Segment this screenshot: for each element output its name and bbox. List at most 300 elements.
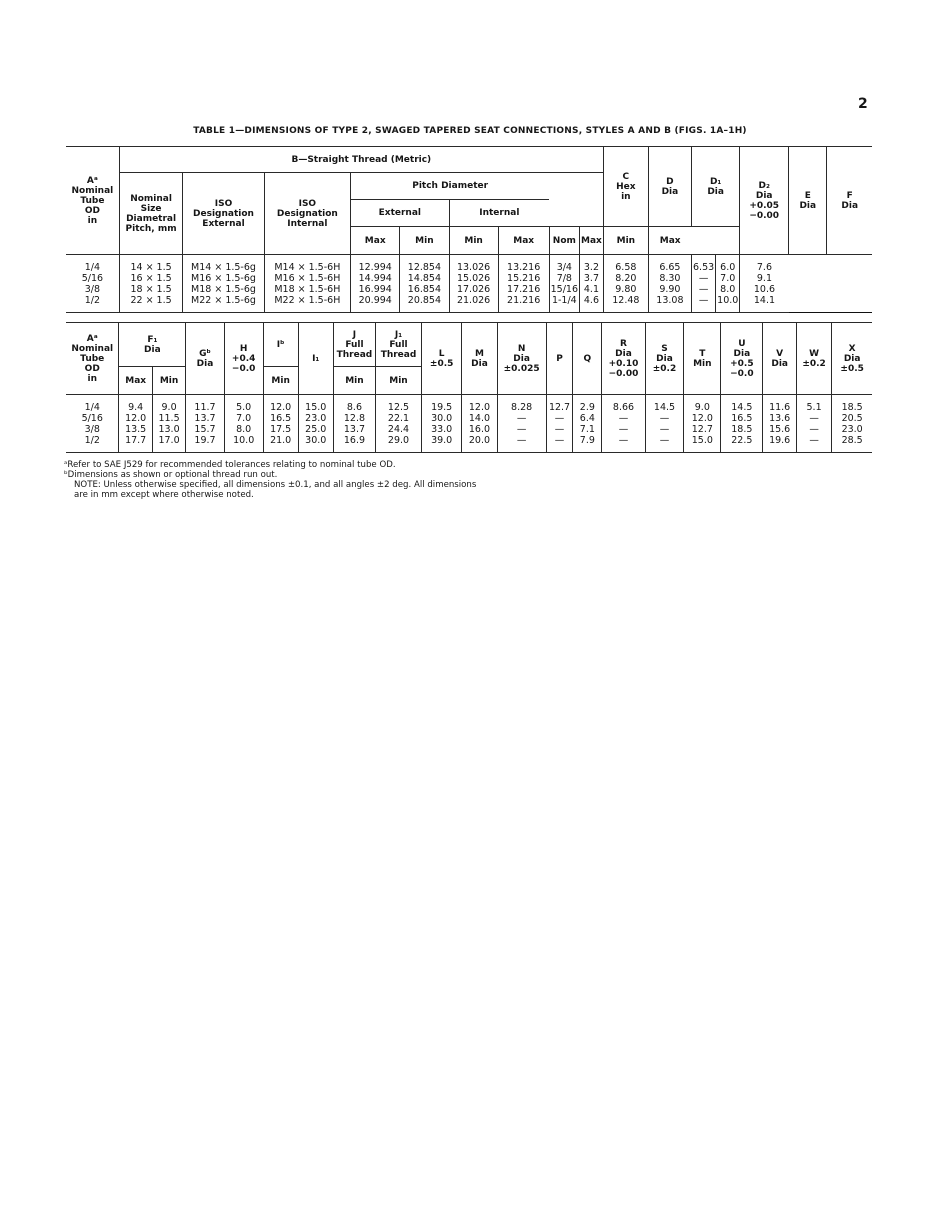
- col-r-line: 8.66: [612, 401, 635, 413]
- col-p: [546, 395, 573, 453]
- header-i-min: Min: [263, 367, 298, 395]
- col-nominal-tube-od-line: 1/4: [84, 261, 101, 273]
- col-i1: [298, 395, 333, 453]
- col-ext-max-line: 16.994: [358, 283, 392, 295]
- header-r-line: +0.10: [608, 358, 639, 369]
- col-e-dia-line: 6.0: [720, 261, 736, 273]
- col-g-dia-line: 11.7: [194, 401, 216, 413]
- col-f1-min-line: 9.0: [161, 401, 177, 413]
- col-int-max: [498, 255, 549, 313]
- col-s-line: —: [659, 423, 670, 435]
- header-j: [333, 323, 375, 367]
- header-w: [796, 323, 831, 395]
- header-nominal-tube-od-line: OD: [84, 205, 100, 216]
- col-c-hex-line: 7/8: [556, 272, 572, 284]
- col-int-min-line: 13.026: [456, 261, 491, 273]
- header-d1-dia-line: Dia: [707, 186, 724, 197]
- header-iso-internal-line: ISO: [298, 198, 317, 209]
- header-r-line: R: [620, 338, 627, 349]
- header-nominal-size-line: Size: [140, 203, 162, 214]
- col-d-max-line: 3.7: [583, 272, 599, 284]
- col-d2-line: —: [698, 283, 709, 295]
- col-m-line: 16.0: [468, 423, 491, 435]
- header-c-nom: Nom: [549, 227, 579, 255]
- col-nominal-size-line: 16 × 1.5: [130, 272, 172, 284]
- header-lower-nominal-tube-od-line: Tube: [80, 353, 105, 364]
- col-f1-min-line: 17.0: [158, 434, 180, 446]
- header-l-line: ±0.5: [429, 358, 454, 369]
- header-c-hex-line: in: [621, 191, 631, 202]
- col-x-line: 23.0: [841, 423, 863, 435]
- col-m-line: 14.0: [468, 412, 491, 424]
- col-j-min-line: 16.9: [343, 434, 366, 446]
- col-ext-min-line: 12.854: [407, 261, 442, 273]
- col-i1-line: 30.0: [305, 434, 327, 446]
- col-nominal-size-line: 22 × 1.5: [130, 294, 172, 306]
- col-i-min-line: 12.0: [270, 401, 292, 413]
- col-v: [763, 395, 796, 453]
- col-j1-min-line: 29.0: [387, 434, 410, 446]
- col-h-line: 7.0: [236, 412, 252, 424]
- header-p: P: [546, 323, 573, 395]
- header-e-dia-line: Dia: [799, 200, 817, 211]
- header-j-line: J: [352, 329, 357, 340]
- col-j1-min-line: 22.1: [387, 412, 410, 424]
- col-q-line: 2.9: [579, 401, 595, 413]
- col-l-line: 19.5: [431, 401, 453, 413]
- header-i1: I₁: [298, 323, 333, 395]
- col-i-min-line: 17.5: [270, 423, 292, 435]
- header-s-line: S: [661, 343, 668, 354]
- col-x-line: 18.5: [841, 401, 863, 413]
- header-f1-min: Min: [152, 367, 185, 395]
- col-i-min-line: 16.5: [270, 412, 292, 424]
- col-iso-external-line: M18 × 1.5-6g: [191, 283, 256, 295]
- header-lower-nominal-tube-od-line: OD: [84, 363, 100, 374]
- header-iso-internal-line: Designation: [276, 208, 338, 219]
- header-f1-dia-line: F₁: [147, 334, 158, 345]
- header-pitch-diameter: Pitch Diameter: [351, 173, 550, 200]
- col-lower-nominal-tube-od-line: 5/16: [81, 412, 103, 424]
- col-d-max: [580, 255, 604, 313]
- col-nominal-size-line: 18 × 1.5: [130, 283, 172, 295]
- header-h-line: +0.4: [231, 353, 256, 364]
- footnotes: [64, 460, 484, 500]
- col-n-line: 8.28: [511, 401, 533, 413]
- col-ext-min: [400, 255, 449, 313]
- header-nominal-tube-od-line: Tube: [80, 195, 105, 206]
- col-w-line: —: [809, 423, 819, 435]
- header-h-line: −0.0: [231, 363, 256, 374]
- header-d2-dia-line: −0.00: [749, 210, 780, 221]
- footnote-a: ᵃRefer to SAE J529 for recommended tolerances relating to nominal tube OD.: [64, 460, 396, 470]
- header-j1: [376, 323, 422, 367]
- header-ext-min: Min: [400, 227, 449, 255]
- col-u-line: 16.5: [731, 412, 753, 424]
- col-lower-nominal-tube-od: [66, 395, 119, 453]
- col-i1-line: 25.0: [305, 423, 327, 435]
- col-iso-external-line: M16 × 1.5-6g: [191, 272, 256, 284]
- col-nominal-tube-od-line: 5/16: [81, 272, 104, 284]
- header-d2-dia-line: +0.05: [749, 200, 780, 211]
- header-c-hex: [603, 147, 648, 227]
- header-j-line: Full: [345, 339, 364, 350]
- col-u: [721, 395, 763, 453]
- col-ext-max: [351, 255, 400, 313]
- header-external: External: [351, 200, 449, 227]
- col-h-line: 10.0: [233, 434, 255, 446]
- col-j-min-line: 8.6: [346, 401, 362, 413]
- col-nominal-tube-od-line: 1/2: [84, 294, 101, 306]
- header-n-line: N: [517, 343, 526, 354]
- col-d1-min-line: 12.48: [612, 294, 640, 306]
- col-w-line: 5.1: [806, 401, 822, 413]
- header-lower-nominal-tube-od: [66, 323, 119, 395]
- col-ext-max-line: 12.994: [358, 261, 392, 273]
- col-iso-external: [183, 255, 264, 313]
- col-d1-min-line: 6.58: [615, 261, 637, 273]
- col-d-max-line: 4.1: [583, 283, 599, 295]
- col-f1-max-line: 13.5: [125, 423, 147, 435]
- header-x-line: Dia: [843, 353, 861, 364]
- col-i-min-line: 21.0: [270, 434, 292, 446]
- col-j-min-line: 13.7: [343, 423, 366, 435]
- page-number: 2: [858, 96, 868, 112]
- col-g-dia: [186, 395, 225, 453]
- header-e-dia: [789, 147, 827, 255]
- col-d1-max-line: 13.08: [656, 294, 684, 306]
- col-x: [832, 395, 872, 453]
- col-h-line: 8.0: [236, 423, 252, 435]
- col-iso-internal-line: M14 × 1.5-6H: [274, 261, 341, 273]
- header-c-hex-line: Hex: [616, 181, 636, 192]
- col-int-max-line: 15.216: [507, 272, 541, 284]
- col-n-line: —: [516, 434, 527, 446]
- header-f1-dia: [119, 323, 186, 367]
- col-d1-max: [648, 255, 691, 313]
- col-iso-internal-line: M18 × 1.5-6H: [274, 283, 341, 295]
- header-g-dia-line: Dia: [196, 358, 214, 369]
- col-s-line: —: [659, 412, 670, 424]
- header-int-min: Min: [449, 227, 498, 255]
- col-d2-line: —: [698, 272, 709, 284]
- col-ext-min-line: 14.854: [407, 272, 442, 284]
- col-d1-max-line: 6.65: [659, 261, 681, 273]
- header-int-max: Max: [498, 227, 549, 255]
- col-g-dia-line: 19.7: [194, 434, 216, 446]
- col-f-dia-line: 10.6: [753, 283, 776, 295]
- col-f1-min-line: 11.5: [158, 412, 180, 424]
- header-d2-dia-line: D₂: [758, 180, 770, 191]
- header-t-line: T: [699, 348, 706, 359]
- header-d1-dia: [692, 147, 740, 227]
- header-j1-min: Min: [376, 367, 422, 395]
- header-nominal-tube-od-line: in: [87, 215, 98, 226]
- header-nominal-size-line: Pitch, mm: [125, 223, 177, 234]
- header-v-line: V: [776, 348, 784, 359]
- header-iso-external-line: ISO: [214, 198, 233, 209]
- header-ext-max: Max: [351, 227, 400, 255]
- col-t: [684, 395, 721, 453]
- col-v-line: 13.6: [769, 412, 791, 424]
- header-j1-line: Full: [389, 339, 408, 350]
- col-f-dia-line: 9.1: [756, 272, 772, 284]
- col-f1-min-line: 13.0: [158, 423, 180, 435]
- header-r-line: Dia: [615, 348, 632, 359]
- col-e-dia-line: 10.0: [717, 294, 739, 306]
- header-lower-nominal-tube-od-line: Nominal: [71, 343, 114, 354]
- col-iso-internal-line: M16 × 1.5-6H: [274, 272, 341, 284]
- col-int-min-line: 15.026: [456, 272, 491, 284]
- col-iso-internal-line: M22 × 1.5-6H: [274, 294, 341, 306]
- header-n-line: ±0.025: [503, 363, 540, 374]
- col-m-line: 12.0: [468, 401, 491, 413]
- col-f1-max-line: 12.0: [125, 412, 147, 424]
- header-j1-line: J₁: [394, 329, 403, 340]
- header-nominal-tube-od-line: Aᵃ: [86, 175, 98, 186]
- col-d1-min: [603, 255, 648, 313]
- col-ext-max-line: 14.994: [358, 272, 392, 284]
- col-d-max-line: 3.2: [583, 261, 599, 273]
- header-m: [462, 323, 497, 395]
- col-x-line: 28.5: [841, 434, 863, 446]
- col-u-line: 22.5: [731, 434, 753, 446]
- col-p-line: 12.7: [548, 401, 571, 413]
- col-q-line: 7.9: [579, 434, 595, 446]
- col-ext-min-line: 20.854: [407, 294, 442, 306]
- col-q-line: 6.4: [579, 412, 595, 424]
- col-nominal-tube-od: [66, 255, 119, 313]
- col-int-min-line: 21.026: [456, 294, 491, 306]
- col-h-line: 5.0: [236, 401, 252, 413]
- header-nominal-size-line: Nominal: [130, 193, 172, 204]
- header-internal: Internal: [449, 200, 549, 227]
- col-r: [602, 395, 645, 453]
- col-h: [224, 395, 263, 453]
- header-iso-external: [183, 173, 264, 255]
- header-f-dia: [827, 147, 872, 255]
- col-u-line: 18.5: [731, 423, 753, 435]
- header-f1-dia-line: Dia: [144, 344, 161, 355]
- header-lower-nominal-tube-od-line: Aᵃ: [86, 333, 98, 344]
- header-d-dia-line: D: [666, 176, 674, 187]
- col-v-line: 11.6: [769, 401, 791, 413]
- col-p-line: —: [554, 423, 565, 435]
- header-d2-dia-line: Dia: [755, 190, 773, 201]
- col-s-line: —: [659, 434, 670, 446]
- header-e-dia-line: E: [804, 190, 811, 201]
- col-j1-min-line: 12.5: [387, 401, 410, 413]
- col-i1-line: 23.0: [305, 412, 327, 424]
- header-f-dia-line: F: [846, 190, 853, 201]
- col-w: [796, 395, 831, 453]
- header-m-line: M: [474, 348, 484, 359]
- header-w-line: W: [809, 348, 820, 359]
- col-v-line: 15.6: [769, 423, 791, 435]
- header-j-line: Thread: [336, 349, 373, 360]
- lower-dimensions-table: [66, 322, 872, 453]
- col-w-line: —: [809, 434, 819, 446]
- col-w-line: —: [809, 412, 819, 424]
- col-l: [421, 395, 462, 453]
- header-q: Q: [573, 323, 602, 395]
- header-r: [602, 323, 645, 395]
- col-int-max-line: 13.216: [507, 261, 541, 273]
- header-s-line: ±0.2: [652, 363, 677, 374]
- col-q: [573, 395, 602, 453]
- header-h-line: H: [239, 343, 248, 354]
- col-p-line: —: [554, 434, 565, 446]
- col-d-max-line: 4.6: [583, 294, 599, 306]
- col-j1-min-line: 24.4: [387, 423, 410, 435]
- col-n-line: —: [516, 423, 527, 435]
- header-nominal-tube-od-line: Nominal: [71, 185, 114, 196]
- col-nominal-tube-od-line: 3/8: [84, 283, 101, 295]
- col-f-dia-line: 7.6: [756, 261, 772, 273]
- col-g-dia-line: 13.7: [194, 412, 216, 424]
- header-d1-dia-line: D₁: [709, 176, 722, 187]
- col-lower-nominal-tube-od-line: 3/8: [84, 423, 100, 435]
- footnote-note: NOTE: Unless otherwise specified, all dimensions ±0.1, and all angles ±2 deg. All dimensions are in mm except where otherwise noted.: [74, 480, 477, 500]
- header-h: [224, 323, 263, 395]
- header-d-dia: [648, 147, 691, 227]
- col-f1-max-line: 9.4: [128, 401, 144, 413]
- col-i-min: [263, 395, 298, 453]
- col-e-dia-line: 7.0: [720, 272, 736, 284]
- table-title: TABLE 1—DIMENSIONS OF TYPE 2, SWAGED TAPERED SEAT CONNECTIONS, STYLES A AND B (FIGS. 1A–1H): [193, 126, 747, 136]
- header-r-line: −0.00: [608, 368, 639, 379]
- col-c-hex-line: 15/16: [550, 283, 579, 295]
- col-p-line: —: [554, 412, 565, 424]
- header-x: [832, 323, 872, 395]
- col-f1-min: [152, 395, 185, 453]
- col-d2-line: 6.53: [693, 261, 715, 273]
- header-lower-nominal-tube-od-line: in: [87, 373, 97, 384]
- col-e-dia-line: 8.0: [720, 283, 736, 295]
- col-d1-min-line: 9.80: [615, 283, 637, 295]
- header-t-line: Min: [693, 358, 712, 369]
- header-iso-internal-line: Internal: [287, 218, 328, 229]
- col-f1-max-line: 17.7: [125, 434, 147, 446]
- col-l-line: 39.0: [431, 434, 453, 446]
- col-j-min-line: 12.8: [343, 412, 366, 424]
- col-iso-external-line: M14 × 1.5-6g: [191, 261, 256, 273]
- col-t-line: 12.0: [691, 412, 713, 424]
- col-nominal-size: [119, 255, 183, 313]
- header-f-dia-line: Dia: [841, 200, 859, 211]
- col-int-max-line: 21.216: [507, 294, 541, 306]
- col-nominal-size-line: 14 × 1.5: [130, 261, 172, 273]
- col-int-min-line: 17.026: [456, 283, 491, 295]
- header-u-line: U: [738, 338, 746, 349]
- header-n-line: Dia: [513, 353, 530, 364]
- header-v: [763, 323, 796, 395]
- col-ext-min-line: 16.854: [407, 283, 442, 295]
- col-int-min: [449, 255, 498, 313]
- header-j1-line: Thread: [380, 349, 417, 360]
- col-e-dia: [716, 255, 740, 313]
- col-l-line: 33.0: [431, 423, 453, 435]
- header-u-line: Dia: [733, 348, 751, 359]
- header-f1-max: Max: [119, 367, 152, 395]
- col-s-line: 14.5: [653, 401, 676, 413]
- col-d1-max-line: 8.30: [659, 272, 681, 284]
- col-lower-nominal-tube-od-line: 1/2: [84, 434, 100, 446]
- header-g-dia-line: Gᵇ: [199, 348, 211, 359]
- col-d2: [692, 255, 716, 313]
- header-nominal-size-line: Diametral: [126, 213, 177, 224]
- col-j-min: [333, 395, 375, 453]
- header-u-line: +0.5: [730, 358, 754, 369]
- col-lower-nominal-tube-od-line: 1/4: [84, 401, 100, 413]
- col-f-dia-line: 14.1: [753, 294, 776, 306]
- header-m-line: Dia: [471, 358, 488, 369]
- header-iso-external-line: External: [202, 218, 245, 229]
- col-d2-line: —: [698, 294, 709, 306]
- header-s-line: Dia: [656, 353, 673, 364]
- header-l: [421, 323, 462, 395]
- col-q-line: 7.1: [579, 423, 595, 435]
- upper-dimensions-table: [66, 146, 872, 313]
- header-nominal-size: [119, 173, 183, 255]
- col-c-hex: [549, 255, 579, 313]
- col-f-dia: [740, 255, 789, 313]
- col-t-line: 15.0: [691, 434, 713, 446]
- col-r-line: —: [618, 412, 629, 424]
- col-n-line: —: [516, 412, 527, 424]
- header-i: Iᵇ: [263, 323, 298, 367]
- col-l-line: 30.0: [431, 412, 453, 424]
- col-u-line: 14.5: [731, 401, 753, 413]
- col-n: [497, 395, 546, 453]
- col-f1-max: [119, 395, 152, 453]
- col-v-line: 19.6: [769, 434, 791, 446]
- col-r-line: —: [618, 434, 629, 446]
- col-d1-max-line: 9.90: [659, 283, 681, 295]
- col-s: [645, 395, 684, 453]
- header-v-line: Dia: [771, 358, 788, 369]
- col-t-line: 9.0: [694, 401, 710, 413]
- header-nominal-tube-od: [66, 147, 119, 255]
- col-iso-internal: [264, 255, 351, 313]
- col-g-dia-line: 15.7: [194, 423, 216, 435]
- header-u-line: −0.0: [730, 368, 754, 379]
- header-straight-thread-metric: B—Straight Thread (Metric): [119, 147, 603, 173]
- header-d2-dia: [740, 147, 789, 255]
- header-d1-min: Min: [603, 227, 648, 255]
- col-m: [462, 395, 497, 453]
- header-u: [721, 323, 763, 395]
- header-d-max: Max: [580, 227, 604, 255]
- col-x-line: 20.5: [841, 412, 863, 424]
- col-c-hex-line: 1-1/4: [551, 294, 577, 306]
- header-t: [684, 323, 721, 395]
- header-c-hex-line: C: [622, 171, 630, 182]
- header-x-line: X: [848, 343, 856, 354]
- header-d1-max: Max: [648, 227, 691, 255]
- header-l-line: L: [438, 348, 445, 359]
- footnote-b: ᵇDimensions as shown or optional thread run out.: [64, 470, 278, 480]
- col-d1-min-line: 8.20: [615, 272, 637, 284]
- header-iso-internal: [264, 173, 351, 255]
- header-d-dia-line: Dia: [661, 186, 679, 197]
- header-iso-external-line: Designation: [193, 208, 254, 219]
- header-x-line: ±0.5: [840, 363, 864, 374]
- header-w-line: ±0.2: [802, 358, 826, 369]
- header-g-dia: [186, 323, 225, 395]
- col-int-max-line: 17.216: [507, 283, 541, 295]
- col-r-line: —: [618, 423, 629, 435]
